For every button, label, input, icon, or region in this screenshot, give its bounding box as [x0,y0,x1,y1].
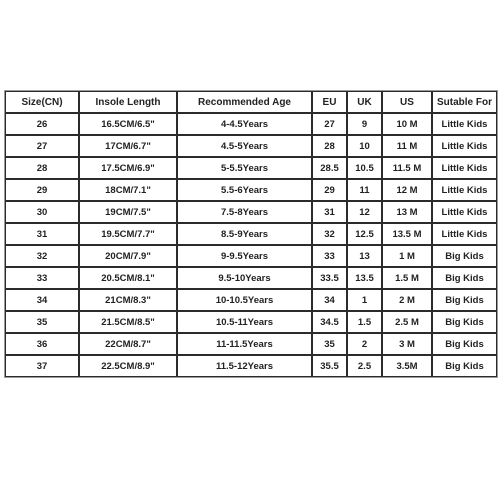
cell-us: 1.5 M [382,267,432,289]
cell-us: 11 M [382,135,432,157]
table-row [5,355,497,377]
cell-recommended-age: 9-9.5Years [177,245,312,267]
cell-suitable-for: Little Kids [432,223,497,245]
cell-recommended-age: 5.5-6Years [177,179,312,201]
cell-uk: 13 [347,245,382,267]
cell-recommended-age: 7.5-8Years [177,201,312,223]
table-row [5,223,497,245]
cell-eu: 32 [312,223,347,245]
cell-uk: 1 [347,289,382,311]
header-row [5,91,497,113]
cell-recommended-age: 5-5.5Years [177,157,312,179]
table-row [5,267,497,289]
size-chart-table [4,90,498,378]
cell-eu: 33.5 [312,267,347,289]
cell-uk: 10 [347,135,382,157]
table-row [5,179,497,201]
cell-suitable-for: Little Kids [432,157,497,179]
cell-recommended-age: 4.5-5Years [177,135,312,157]
cell-eu: 28 [312,135,347,157]
cell-insole-length: 19CM/7.5" [79,201,177,223]
cell-insole-length: 17.5CM/6.9" [79,157,177,179]
table-row [5,135,497,157]
cell-uk: 12.5 [347,223,382,245]
cell-us: 13.5 M [382,223,432,245]
cell-eu: 35.5 [312,355,347,377]
cell-eu: 34 [312,289,347,311]
cell-size-cn: 36 [5,333,79,355]
table-body [5,113,497,377]
header-eu: EU [312,91,347,113]
cell-recommended-age: 4-4.5Years [177,113,312,135]
cell-eu: 29 [312,179,347,201]
header-recommended-age: Recommended Age [177,91,312,113]
cell-size-cn: 28 [5,157,79,179]
cell-recommended-age: 11.5-12Years [177,355,312,377]
cell-size-cn: 35 [5,311,79,333]
cell-insole-length: 21CM/8.3" [79,289,177,311]
cell-recommended-age: 11-11.5Years [177,333,312,355]
cell-eu: 31 [312,201,347,223]
cell-size-cn: 31 [5,223,79,245]
cell-uk: 9 [347,113,382,135]
cell-size-cn: 34 [5,289,79,311]
cell-eu: 35 [312,333,347,355]
cell-us: 13 M [382,201,432,223]
cell-suitable-for: Little Kids [432,201,497,223]
cell-us: 1 M [382,245,432,267]
cell-insole-length: 18CM/7.1" [79,179,177,201]
cell-suitable-for: Big Kids [432,311,497,333]
cell-us: 10 M [382,113,432,135]
header-suitable-for: Sutable For [432,91,497,113]
table-row [5,333,497,355]
cell-eu: 34.5 [312,311,347,333]
cell-uk: 2 [347,333,382,355]
cell-suitable-for: Little Kids [432,179,497,201]
table-row [5,157,497,179]
cell-eu: 27 [312,113,347,135]
cell-suitable-for: Little Kids [432,113,497,135]
cell-recommended-age: 8.5-9Years [177,223,312,245]
cell-us: 11.5 M [382,157,432,179]
header-uk: UK [347,91,382,113]
cell-us: 3.5M [382,355,432,377]
cell-size-cn: 37 [5,355,79,377]
cell-insole-length: 19.5CM/7.7" [79,223,177,245]
cell-eu: 33 [312,245,347,267]
cell-size-cn: 33 [5,267,79,289]
cell-insole-length: 17CM/6.7" [79,135,177,157]
cell-insole-length: 22CM/8.7" [79,333,177,355]
cell-us: 2 M [382,289,432,311]
cell-suitable-for: Big Kids [432,289,497,311]
cell-us: 12 M [382,179,432,201]
cell-recommended-age: 9.5-10Years [177,267,312,289]
cell-size-cn: 32 [5,245,79,267]
cell-uk: 10.5 [347,157,382,179]
cell-uk: 1.5 [347,311,382,333]
table-row [5,311,497,333]
cell-insole-length: 22.5CM/8.9" [79,355,177,377]
cell-suitable-for: Little Kids [432,135,497,157]
cell-suitable-for: Big Kids [432,267,497,289]
cell-insole-length: 20CM/7.9" [79,245,177,267]
cell-uk: 11 [347,179,382,201]
cell-insole-length: 21.5CM/8.5" [79,311,177,333]
cell-eu: 28.5 [312,157,347,179]
cell-insole-length: 16.5CM/6.5" [79,113,177,135]
table-row [5,289,497,311]
header-insole-length: Insole Length [79,91,177,113]
cell-recommended-age: 10-10.5Years [177,289,312,311]
cell-suitable-for: Big Kids [432,245,497,267]
header-us: US [382,91,432,113]
table-row [5,245,497,267]
cell-size-cn: 30 [5,201,79,223]
cell-size-cn: 27 [5,135,79,157]
cell-uk: 12 [347,201,382,223]
cell-us: 3 M [382,333,432,355]
cell-recommended-age: 10.5-11Years [177,311,312,333]
cell-uk: 13.5 [347,267,382,289]
header-size-cn: Size(CN) [5,91,79,113]
cell-suitable-for: Big Kids [432,355,497,377]
cell-size-cn: 29 [5,179,79,201]
cell-insole-length: 20.5CM/8.1" [79,267,177,289]
cell-size-cn: 26 [5,113,79,135]
cell-us: 2.5 M [382,311,432,333]
table-row [5,201,497,223]
cell-uk: 2.5 [347,355,382,377]
table-row [5,113,497,135]
cell-suitable-for: Big Kids [432,333,497,355]
